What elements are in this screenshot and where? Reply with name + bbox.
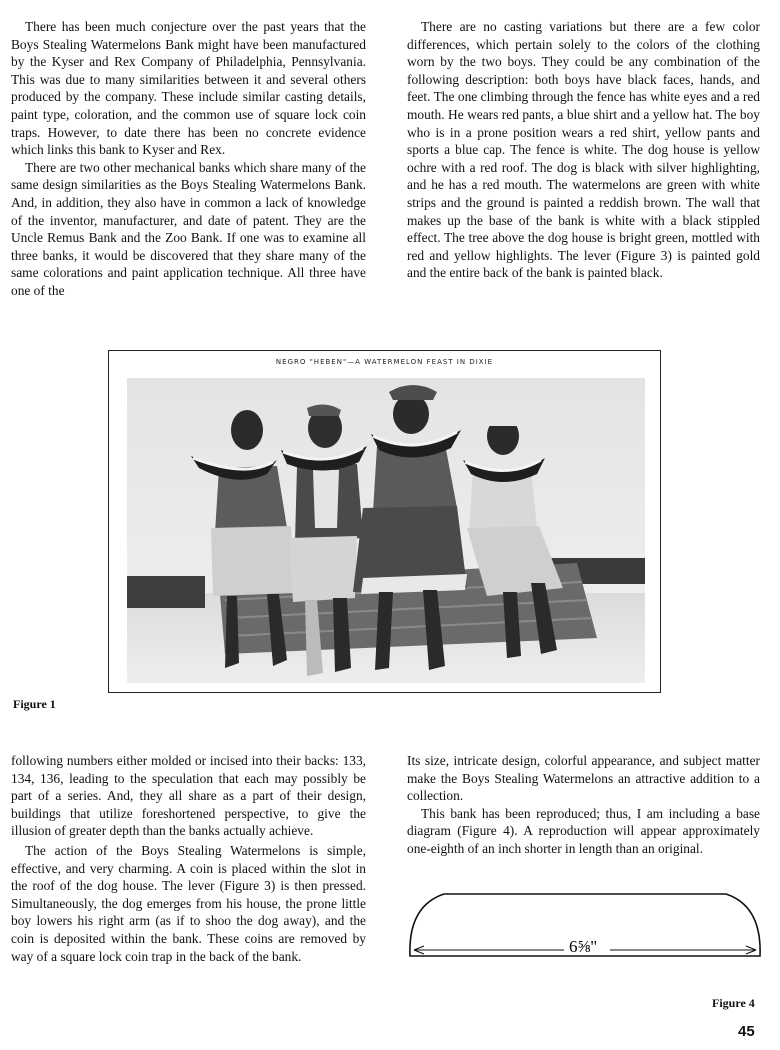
paragraph: Its size, intricate design, colorful appearance, and subject matter make the Boys Stealing Watermelons an attractive addition to a collection. xyxy=(407,753,760,804)
paragraph: This bank has been reproduced; thus, I am including a base diagram (Figure 4). A reproduction will appear approximately one-eighth of an inch shorter in length than an original. xyxy=(407,805,760,856)
column-3 xyxy=(11,752,366,965)
column-1 xyxy=(11,18,366,300)
base-diagram xyxy=(404,886,766,966)
page-number: 45 xyxy=(738,1023,755,1040)
dimension-label: 6⅝" xyxy=(569,937,598,956)
figure-1-caption: NEGRO "HEBEN"—A WATERMELON FEAST IN DIXIE xyxy=(275,358,494,366)
paragraph: There are two other mechanical banks which share many of the same design similarities as the Boys Stealing Watermelons Bank. And, in addition, they also have in common a lack of knowledge of the inventor, manufacturer, and date of patent. They are the Uncle Remus Bank and the Zoo Bank. If one was to examine all three banks, it would be discovered that they share many of the same colorations and paint application technique. All three have one of the xyxy=(11,159,366,298)
paragraph: The action of the Boys Stealing Watermelons is simple, effective, and very charming. A coin is placed within the slot in the roof of the dog house. The lever (Figure 3) is then pressed. Simultaneously, the dog emerges from his house, the prone little boy lowers his right arm (as if to shoo the dog away), and the coin is deposited within the bank. These coins are removed by way of a square lock coin trap in the back of the bank. xyxy=(11,842,366,964)
figure-4-label: Figure 4 xyxy=(712,996,755,1010)
paragraph: following numbers either molded or incised into their backs: 133, 134, 136, leading to the speculation that each may possibly be part of a series. And, they all share as a part of their design, buildings that utilize foreshortened perspective, to give the illusion of greater depth than the banks actually achieve. xyxy=(11,753,366,839)
column-4 xyxy=(407,752,760,858)
figure-1-photo-frame xyxy=(108,350,661,693)
figure-1-label: Figure 1 xyxy=(13,697,56,711)
paragraph: There are no casting variations but there are a few color differences, which pertain solely to the colors of the clothing worn by the two boys. They could be any combination of the following description: both boys have black faces, hands, and feet. The one climbing through the fence has white eyes and a red mouth. He wears red pants, a blue shirt and a yellow hat. The boy who is in a prone position wears a red shirt, yellow pants and sports a blue cap. The fence is white. The dog house is yellow ochre with a red roof. The dog is black with silver highlighting, and he has a red mouth. The watermelons are green with white strips and the ground is painted a reddish brown. The wall that makes up the base of the bank is white with a black stippled effect. The tree above the dog house is bright green, mottled with red and yellow highlights. The lever (Figure 3) is painted gold and the entire back of the bank is painted black. xyxy=(407,19,760,281)
watermelon-feast-photo xyxy=(127,378,645,683)
paragraph: There has been much conjecture over the past years that the Boys Stealing Watermelons Bank might have been manufactured by the Kyser and Rex Company of Philadelphia, Pennsylvania. This was due to many similarities between it and several others produced by the company. These include similar casting details, paint type, coloration, and the common use of square lock coin traps. However, to date there has been no concrete evidence which links this bank to Kyser and Rex. xyxy=(11,19,366,158)
column-2 xyxy=(407,18,760,282)
